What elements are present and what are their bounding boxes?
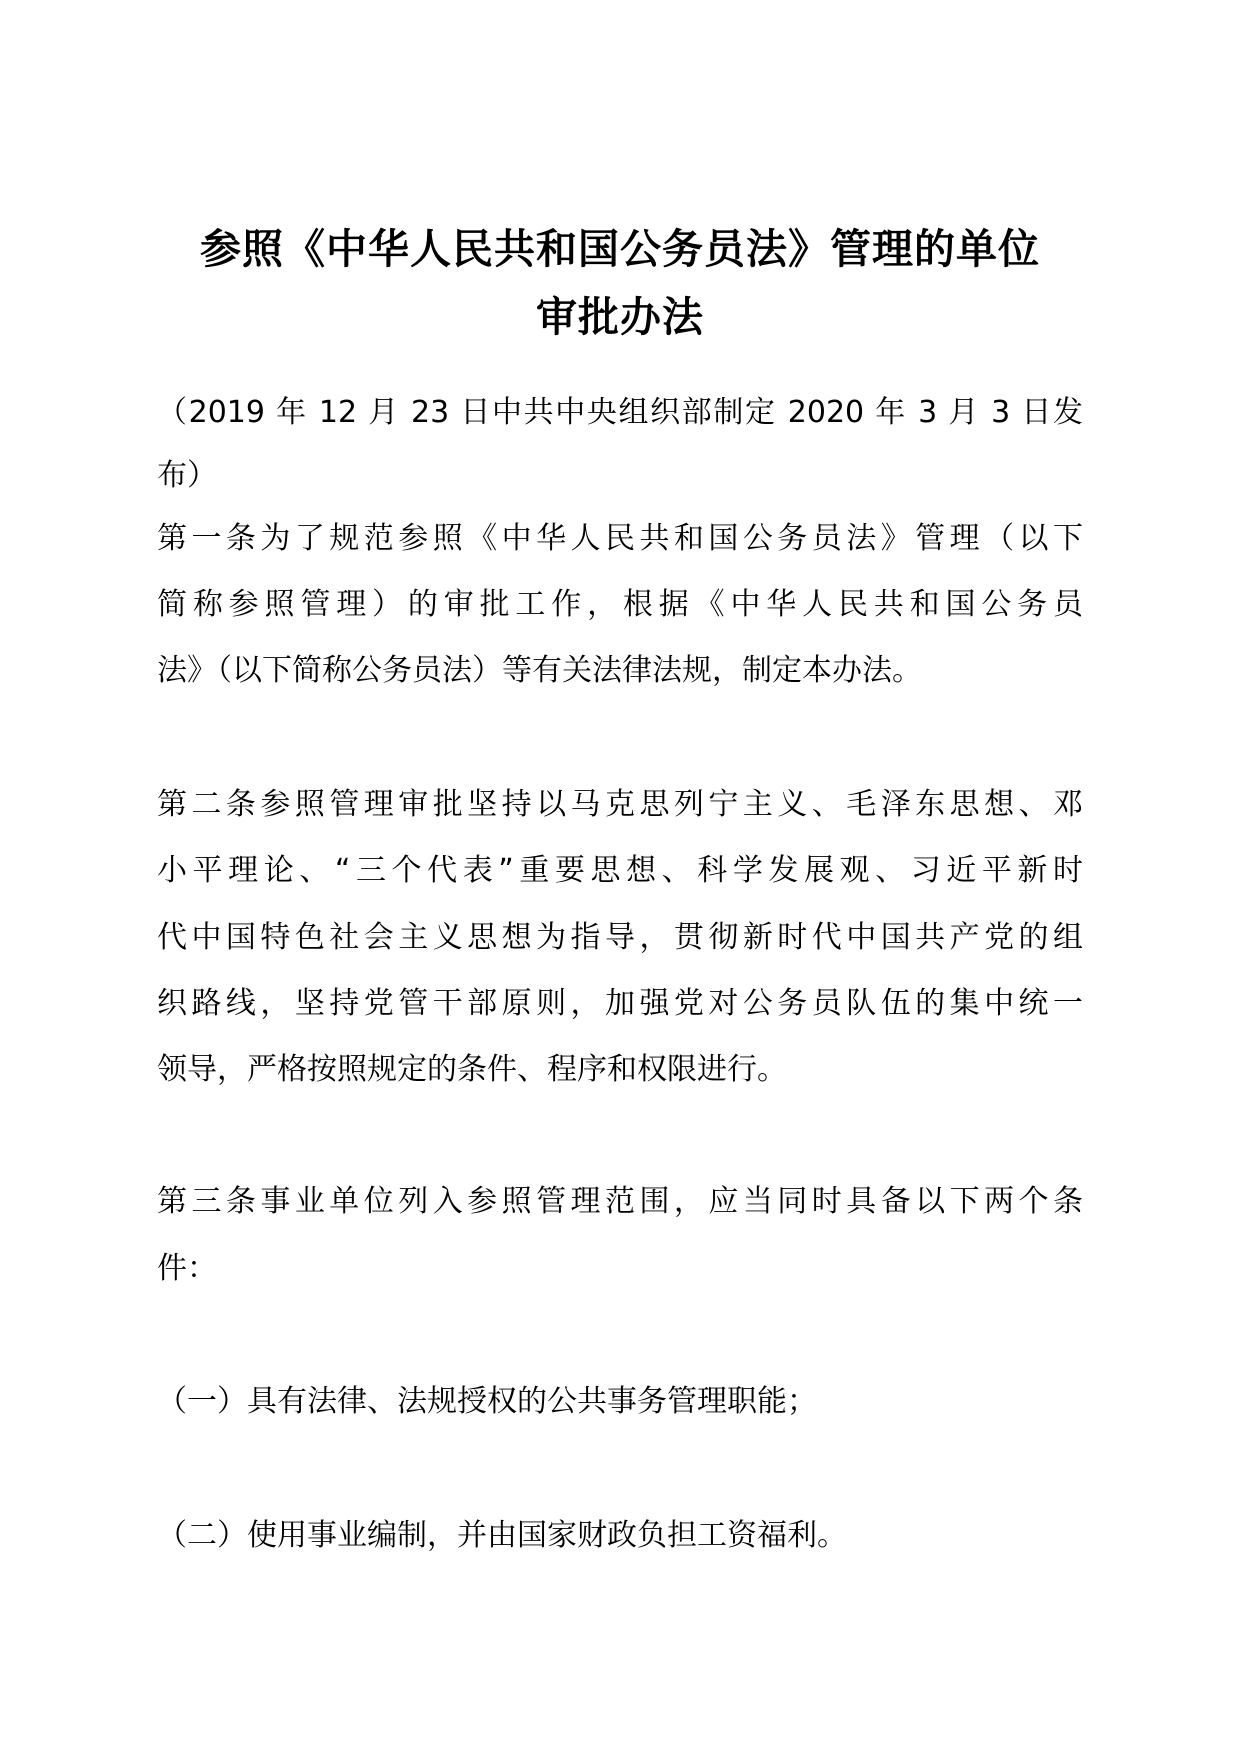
article-3-line-1: 第三条事业单位列入参照管理范围，应当同时具备以下两个条 [157, 1184, 1083, 1219]
item-1-line: （一）具有法律、法规授权的公共事务管理职能； [157, 1384, 817, 1419]
article-2-line-2: 小平理论、“三个代表”重要思想、科学发展观、习近平新时 [157, 853, 1083, 888]
item-2-line: （二）使用事业编制，并由国家财政负担工资福利。 [157, 1518, 847, 1553]
document-title-line-1: 参照《中华人民共和国公务员法》管理的单位 [200, 225, 1040, 273]
document-title-line-2: 审批办法 [536, 293, 704, 341]
article-1-line-1: 第一条为了规范参照《中华人民共和国公务员法》管理（以下 [157, 521, 1083, 556]
article-1-line-3: 法》（以下简称公务员法）等有关法律法规，制定本办法。 [157, 653, 922, 688]
article-1-line-2: 简称参照管理）的审批工作，根据《中华人民共和国公务员 [157, 587, 1083, 622]
article-2-line-1: 第二条参照管理审批坚持以马克思列宁主义、毛泽东思想、邓 [157, 787, 1083, 822]
article-2-line-3: 代中国特色社会主义思想为指导，贯彻新时代中国共产党的组 [157, 920, 1083, 955]
date-note-line-2: 布） [157, 458, 217, 493]
date-note-line-1: （2019 年 12 月 23 日中共中央组织部制定 2020 年 3 月 3 日发 [157, 395, 1083, 430]
article-2-line-5: 领导，严格按照规定的条件、程序和权限进行。 [157, 1052, 787, 1087]
article-3-line-2: 件： [157, 1251, 217, 1286]
article-2-line-4: 织路线，坚持党管干部原则，加强党对公务员队伍的集中统一 [157, 986, 1083, 1021]
